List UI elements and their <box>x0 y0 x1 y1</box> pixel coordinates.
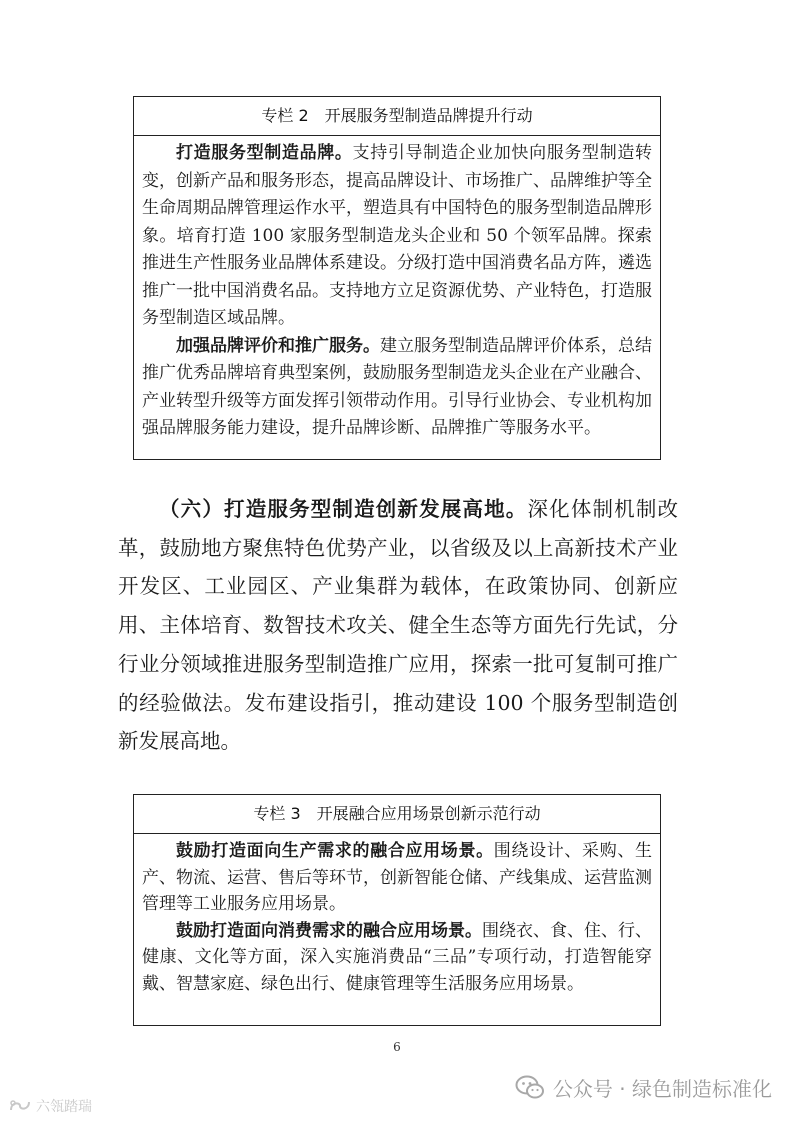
column-box-2-paragraph-2 <box>142 333 652 443</box>
watermark-wechat <box>515 1073 772 1101</box>
paragraph-heading: 打造服务型制造品牌。 <box>176 143 353 163</box>
paragraph-text: 围绕设计、采购、生产、物流、运营、售后等环节，创新智能仓储、产线集成、运营监测管理等工业服务应用场景。 <box>142 841 653 914</box>
section-6-paragraph <box>118 490 678 761</box>
section-6-text: 深化体制机制改革，鼓励地方聚焦特色优势产业，以省级及以上高新技术产业开发区、工业园区、产业集群为载体，在政策协同、创新应用、主体培育、数智技术攻关、健全生态等方面先行先试，分行业分领域推进服务型制造推广应用，探索一批可复制可推广的经验做法。发布建设指引，推动建设 100 个服务型制造创新发展高地。 <box>118 497 679 754</box>
watermark-wechat-text: 公众号 · 绿色制造标准化 <box>552 1076 772 1101</box>
paragraph-heading: 鼓励打造面向生产需求的融合应用场景。 <box>176 841 494 861</box>
page-number: 6 <box>393 1040 401 1054</box>
logo-icon <box>8 1098 32 1114</box>
wechat-icon <box>515 1074 545 1100</box>
column-box-2-title: 专栏 2 开展服务型制造品牌提升行动 <box>134 97 660 136</box>
paragraph-heading: 鼓励打造面向消费需求的融合应用场景。 <box>176 920 482 941</box>
paragraph-text: 支持引导制造企业加快向服务型制造转变，创新产品和服务形态，提高品牌设计、市场推广、品牌维护等全生命周期品牌管理运作水平，塑造具有中国特色的服务型制造品牌形象。培育打造 100 家服务型制造龙头企业和 50 个领军品牌。探索推进生产性服务业品牌体系建设。分级打造中国消费名品方阵，遴选推广一批中国消费名品。支持地方立足资源优势、产业特色，打造服务型制造区域品牌。 <box>142 143 653 328</box>
column-box-3-title: 专栏 3 开展融合应用场景创新示范行动 <box>134 795 660 834</box>
column-box-2-paragraph-1 <box>142 140 652 333</box>
column-box-3-body <box>134 834 660 1001</box>
watermark-brand <box>8 1096 92 1116</box>
paragraph-text: 围绕衣、食、住、行、健康、文化等方面，深入实施消费品“三品”专项行动，打造智能穿戴、智慧家庭、绿色出行、健康管理等生活服务应用场景。 <box>142 920 652 994</box>
watermark-brand-text: 六瓴踏瑞 <box>36 1099 92 1115</box>
column-box-3 <box>133 794 661 1026</box>
paragraph-text: 建立服务型制造品牌评价体系，总结推广优秀品牌培育典型案例，鼓励服务型制造龙头企业在产业融合、产业转型升级等方面发挥引领带动作用。引导行业协会、专业机构加强品牌服务能力建设，提升品牌诊断、品牌推广等服务水平。 <box>142 335 652 438</box>
paragraph-heading: 加强品牌评价和推广服务。 <box>176 335 380 356</box>
column-box-2 <box>133 96 661 460</box>
column-box-2-body <box>134 136 660 447</box>
column-box-3-paragraph-1 <box>142 838 652 918</box>
column-box-3-paragraph-2 <box>142 918 652 998</box>
section-6-heading: （六）打造服务型制造创新发展高地。 <box>159 497 528 521</box>
